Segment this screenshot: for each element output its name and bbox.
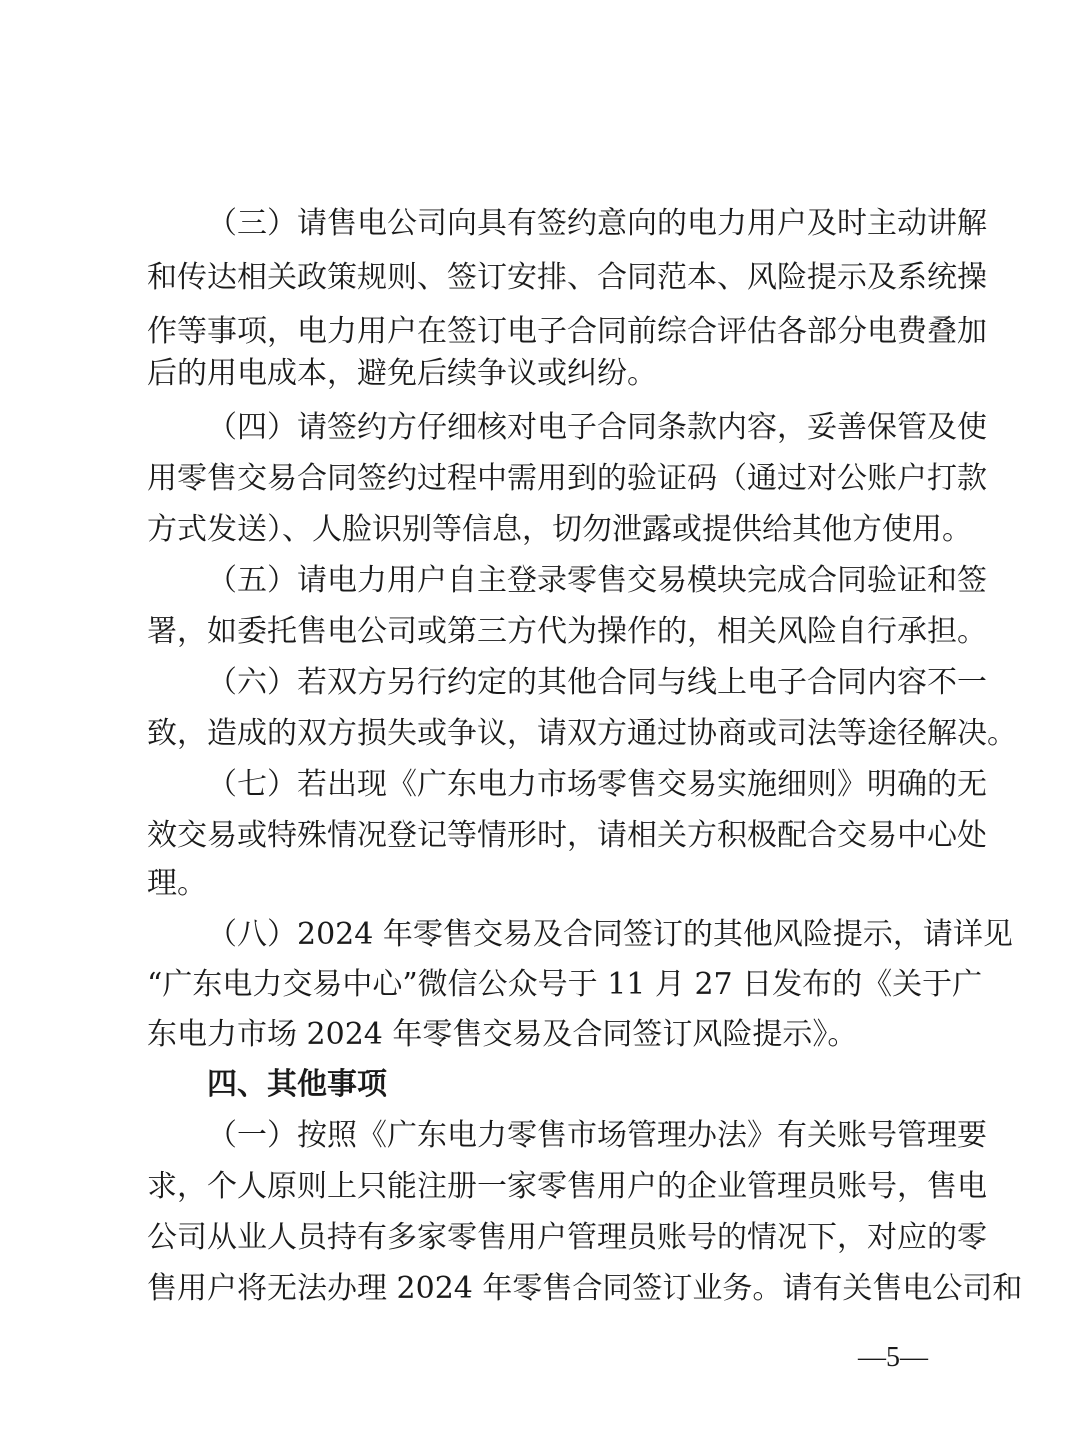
paragraph-7-line-1: （七）若出现《广东电力市场零售交易实施细则》明确的无 (207, 767, 987, 802)
paragraph-8-line-2: “广东电力交易中心”微信公众号于 11 月 27 日发布的《关于广 (147, 967, 983, 1002)
page-number: —5— (858, 1342, 928, 1373)
section-4-paragraph-1-line-4: 售用户将无法办理 2024 年零售合同签订业务。请有关售电公司和 (147, 1271, 1023, 1306)
paragraph-5-line-1: （五）请电力用户自主登录零售交易模块完成合同验证和签 (207, 563, 987, 598)
paragraph-6-line-2: 致，造成的双方损失或争议，请双方通过协商或司法等途径解决。 (147, 716, 1017, 751)
paragraph-4-line-1: （四）请签约方仔细核对电子合同条款内容，妥善保管及使 (207, 410, 987, 445)
paragraph-3-line-2: 和传达相关政策规则、签订安排、合同范本、风险提示及系统操 (147, 260, 987, 295)
paragraph-6-line-1: （六）若双方另行约定的其他合同与线上电子合同内容不一 (207, 665, 987, 700)
paragraph-4-line-3: 方式发送）、人脸识别等信息，切勿泄露或提供给其他方使用。 (147, 512, 972, 547)
paragraph-7-line-3: 理。 (147, 866, 207, 901)
paragraph-8-line-3: 东电力市场 2024 年零售交易及合同签订风险提示》。 (147, 1017, 858, 1052)
paragraph-8-line-1: （八）2024 年零售交易及合同签订的其他风险提示，请详见 (207, 917, 1013, 952)
paragraph-3-line-4: 后的用电成本，避免后续争议或纠纷。 (147, 356, 657, 391)
paragraph-5-line-2: 署，如委托售电公司或第三方代为操作的，相关风险自行承担。 (147, 614, 987, 649)
paragraph-4-line-2: 用零售交易合同签约过程中需用到的验证码（通过对公账户打款 (147, 461, 987, 496)
paragraph-3-line-3: 作等事项，电力用户在签订电子合同前综合评估各部分电费叠加 (147, 314, 987, 349)
paragraph-7-line-2: 效交易或特殊情况登记等情形时，请相关方积极配合交易中心处 (147, 818, 987, 853)
section-4-paragraph-1-line-1: （一）按照《广东电力零售市场管理办法》有关账号管理要 (207, 1118, 987, 1153)
section-4-paragraph-1-line-3: 公司从业人员持有多家零售用户管理员账号的情况下，对应的零 (147, 1220, 987, 1255)
section-heading: 四、其他事项 (207, 1067, 387, 1102)
paragraph-3-line-1: （三）请售电公司向具有签约意向的电力用户及时主动讲解 (207, 206, 987, 241)
section-4-paragraph-1-line-2: 求，个人原则上只能注册一家零售用户的企业管理员账号，售电 (147, 1169, 987, 1204)
